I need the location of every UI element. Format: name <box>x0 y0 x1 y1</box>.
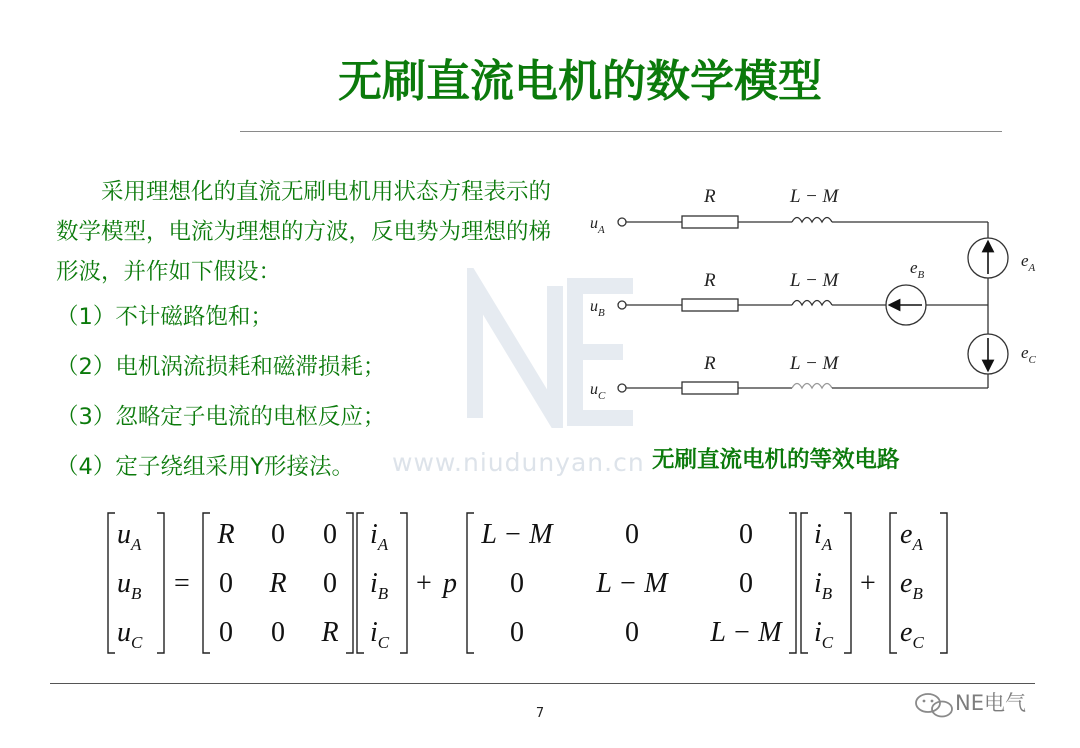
bracket-l-right <box>789 513 796 653</box>
watermark-url: www.niudunyan.cn <box>392 448 645 477</box>
terminal-a <box>618 218 626 226</box>
svg-text:iA: $i_A$ <box>814 519 833 554</box>
footer-divider <box>50 683 1035 684</box>
label-ua: $u_A$ <box>590 215 605 236</box>
bracket-i2-left <box>801 513 808 653</box>
current-vector-1 <box>370 519 390 652</box>
svg-text:L − M: L − M <box>596 568 668 599</box>
svg-text:0: 0 <box>323 519 337 550</box>
svg-text:0: 0 <box>625 519 639 550</box>
svg-text:0: 0 <box>219 568 233 599</box>
label-ec: $e_C$ <box>1021 343 1036 366</box>
resistor-a <box>682 216 738 228</box>
lhs-ua: $u_A$ <box>117 519 142 554</box>
plus-sign-2: + <box>860 568 876 599</box>
svg-text:R: R <box>321 617 339 648</box>
bracket-i1-right <box>400 513 407 653</box>
bracket-lhs-left <box>108 513 115 653</box>
svg-text:0: 0 <box>323 568 337 599</box>
plus-sign-1: + <box>416 568 432 599</box>
inductance-matrix <box>480 519 783 648</box>
equivalent-circuit-diagram <box>578 176 1058 416</box>
label-r-c: R <box>704 353 716 374</box>
bracket-r-right <box>346 513 353 653</box>
svg-text:iA: $i_A$ <box>370 519 389 554</box>
svg-text:L − M: L − M <box>710 617 782 648</box>
svg-text:iB: $i_B$ <box>370 568 389 603</box>
emf-vector <box>900 519 924 652</box>
bracket-l-left <box>467 513 474 653</box>
title-divider <box>240 131 1002 132</box>
label-uc: $u_C$ <box>590 381 606 402</box>
label-l-c: L − M <box>790 353 839 374</box>
svg-text:iC: $i_C$ <box>814 617 834 652</box>
inductor-a <box>792 218 832 223</box>
page-number: 7 <box>535 706 545 721</box>
assumption-3: （3）忽略定子电流的电枢反应； <box>56 404 386 430</box>
label-r-b: R <box>704 270 716 291</box>
label-l-b: L − M <box>790 270 839 291</box>
svg-text:eA: $e_A$ <box>900 519 923 554</box>
bracket-e-right <box>940 513 947 653</box>
assumption-4: （4）定子绕组采用Y形接法。 <box>56 454 355 480</box>
equals-sign: = <box>174 568 190 599</box>
svg-text:0: 0 <box>219 617 233 648</box>
inductor-b <box>792 301 832 306</box>
svg-text:0: 0 <box>510 568 524 599</box>
svg-text:R: R <box>269 568 287 599</box>
lhs-ub: $u_B$ <box>117 568 142 603</box>
emf-source-a <box>968 238 1036 278</box>
svg-text:iC: $i_C$ <box>370 617 390 652</box>
terminal-c <box>618 384 626 392</box>
phase-row-a <box>590 186 988 236</box>
phase-row-c <box>590 353 988 402</box>
label-l-a: L − M <box>790 186 839 207</box>
terminal-b <box>618 301 626 309</box>
label-eb: $e_B$ <box>910 258 925 281</box>
phase-row-b <box>590 270 988 319</box>
svg-text:0: 0 <box>271 519 285 550</box>
lhs-vector <box>117 519 143 652</box>
svg-text:eB: $e_B$ <box>900 568 923 603</box>
label-r-a: R <box>704 186 716 207</box>
emf-source-c <box>968 334 1037 374</box>
resistor-b <box>682 299 738 311</box>
bracket-e-left <box>890 513 897 653</box>
slide-title: 无刷直流电机的数学模型 <box>338 56 822 107</box>
resistor-c <box>682 382 738 394</box>
svg-text:R: R <box>217 519 235 550</box>
operator-p: p <box>443 568 457 599</box>
svg-text:0: 0 <box>510 617 524 648</box>
svg-text:iB: $i_B$ <box>814 568 833 603</box>
svg-text:eC: $e_C$ <box>900 617 924 652</box>
label-ub: $u_B$ <box>590 298 605 319</box>
svg-text:0: 0 <box>271 617 285 648</box>
bracket-lhs-right <box>157 513 164 653</box>
assumption-2: （2）电机涡流损耗和磁滞损耗； <box>56 354 386 380</box>
bracket-i2-right <box>844 513 851 653</box>
svg-text:L − M: L − M <box>481 519 553 550</box>
lhs-uc: $u_C$ <box>117 617 143 652</box>
label-ea: $e_A$ <box>1021 251 1036 274</box>
resistance-matrix <box>216 519 338 648</box>
voltage-equation <box>100 508 960 658</box>
inductor-c <box>792 384 832 389</box>
current-vector-2 <box>814 519 834 652</box>
bracket-r-left <box>203 513 210 653</box>
svg-text:0: 0 <box>625 617 639 648</box>
emf-source-b <box>886 258 926 325</box>
bracket-i1-left <box>357 513 364 653</box>
brand-label: NE电气 <box>955 691 1026 715</box>
assumption-1: （1）不计磁路饱和； <box>56 304 273 330</box>
intro-paragraph: 采用理想化的直流无刷电机用状态方程表示的数学模型，电流为理想的方波，反电势为理想的梯形波，并作如下假设： <box>56 179 552 285</box>
svg-text:0: 0 <box>739 519 753 550</box>
svg-text:0: 0 <box>739 568 753 599</box>
body-text <box>56 172 566 492</box>
circuit-caption: 无刷直流电机的等效电路 <box>652 447 900 473</box>
